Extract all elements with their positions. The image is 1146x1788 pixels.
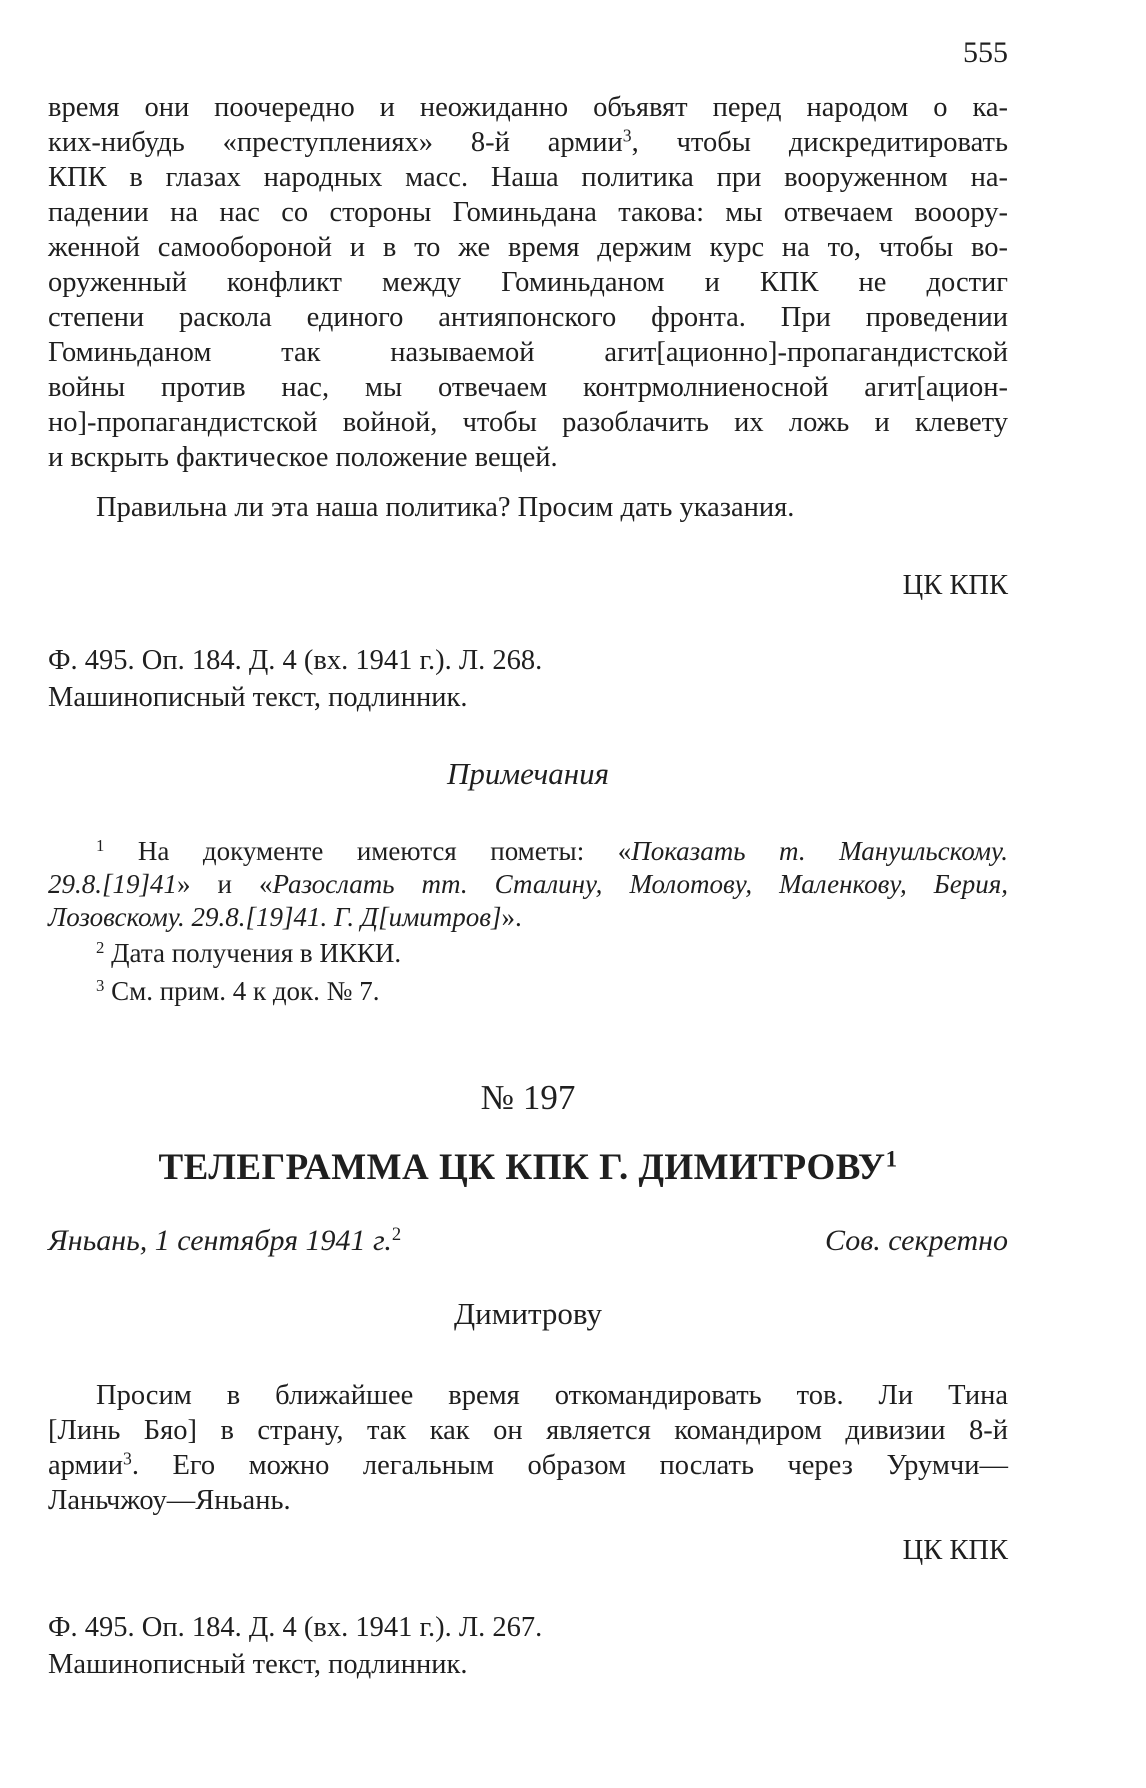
body-line: Ланьчжоу—Яньань. [48, 1485, 291, 1516]
page-number: 555 [963, 36, 1008, 69]
body-line: армии$^3$. Его можно легальным образом послать через Урумчи— [48, 1448, 1008, 1481]
intro-line: женной самообороной и в то же время держим курс на то, чтобы во- [48, 232, 1008, 263]
addressee: Димитрову [454, 1296, 602, 1331]
notes-heading: Примечания [446, 756, 610, 791]
intro-paragraph [48, 90, 1008, 475]
body-line: Просим в ближайшее время откомандировать тов. Ли Тина [96, 1380, 1008, 1411]
footnote-1: $^1$ На документе имеются пометы: «Показать т. Мануильскому. 29.8.[19]41» и «Разослать тт. Сталину, Молотову, Маленкову, Берия, Лозовскому. 29.8.[19]41. Г. Д[имитров]». [48, 835, 1008, 932]
intro-line: оруженный конфликт между Гоминьданом и КПК не достиг [48, 267, 1008, 298]
footnote-number: 3 [96, 975, 105, 995]
document-description: Машинописный текст, подлинник. [48, 682, 468, 713]
footnote-ref: 3 [123, 1448, 132, 1469]
telegram-body [48, 1378, 1008, 1518]
body-line: [Линь Бяо] в страну, так как он является командиром дивизии 8-й [48, 1415, 1008, 1446]
document-page [48, 0, 1008, 1788]
footnote-3: $^3$ См. прим. 4 к док. № 7. [96, 975, 380, 1006]
document-description: Машинописный текст, подлинник. [48, 1649, 468, 1680]
question-paragraph: Правильна ли эта наша политика? Просим дать указания. [96, 492, 795, 523]
intro-line: и вскрыть фактическое положение вещей. [48, 442, 558, 473]
intro-line: войны против нас, мы отвечаем контрмолниеносной агит[ацион- [48, 372, 1008, 403]
footnote-number: 2 [96, 937, 105, 957]
archive-reference: Ф. 495. Оп. 184. Д. 4 (вх. 1941 г.). Л. 268. [48, 645, 543, 676]
footnote-ref: 1 [885, 1146, 898, 1172]
signature: ЦК КПК [902, 1535, 1008, 1566]
signature: ЦК КПК [902, 570, 1008, 601]
archive-reference: Ф. 495. Оп. 184. Д. 4 (вх. 1941 г.). Л. 267. [48, 1612, 543, 1643]
footnote-ref: 2 [391, 1223, 402, 1245]
classification-stamp: Сов. секретно [825, 1224, 1008, 1257]
document-title: ТЕЛЕГРАММА ЦК КПК Г. ДИМИТРОВУ$^1$ [158, 1146, 898, 1188]
intro-line: время они поочередно и неожиданно объявят перед народом о ка- [48, 92, 1008, 123]
intro-line: ких-нибудь «преступлениях» 8-й армии$^3$, чтобы дискредитировать [48, 125, 1008, 158]
document-number: № 197 [480, 1078, 576, 1117]
intro-line: Гоминьданом так называемой агит[ационно]-пропагандистской [48, 337, 1008, 368]
footnote-2: $^2$ Дата получения в ИККИ. [96, 937, 402, 968]
intro-line: КПК в глазах народных масс. Наша политика при вооруженном на- [48, 162, 1008, 193]
intro-line: падении на нас со стороны Гоминьдана такова: мы отвечаем вооору- [48, 197, 1008, 228]
intro-line: но]-пропагандистской войной, чтобы разоблачить их ложь и клевету [48, 407, 1008, 438]
footnote-ref: 3 [622, 125, 632, 146]
place-date: Яньань, 1 сентября 1941 г.$^2$ [48, 1223, 402, 1257]
footnote-number: 1 [96, 835, 105, 855]
intro-line: степени раскола единого антияпонского фронта. При проведении [48, 302, 1008, 333]
